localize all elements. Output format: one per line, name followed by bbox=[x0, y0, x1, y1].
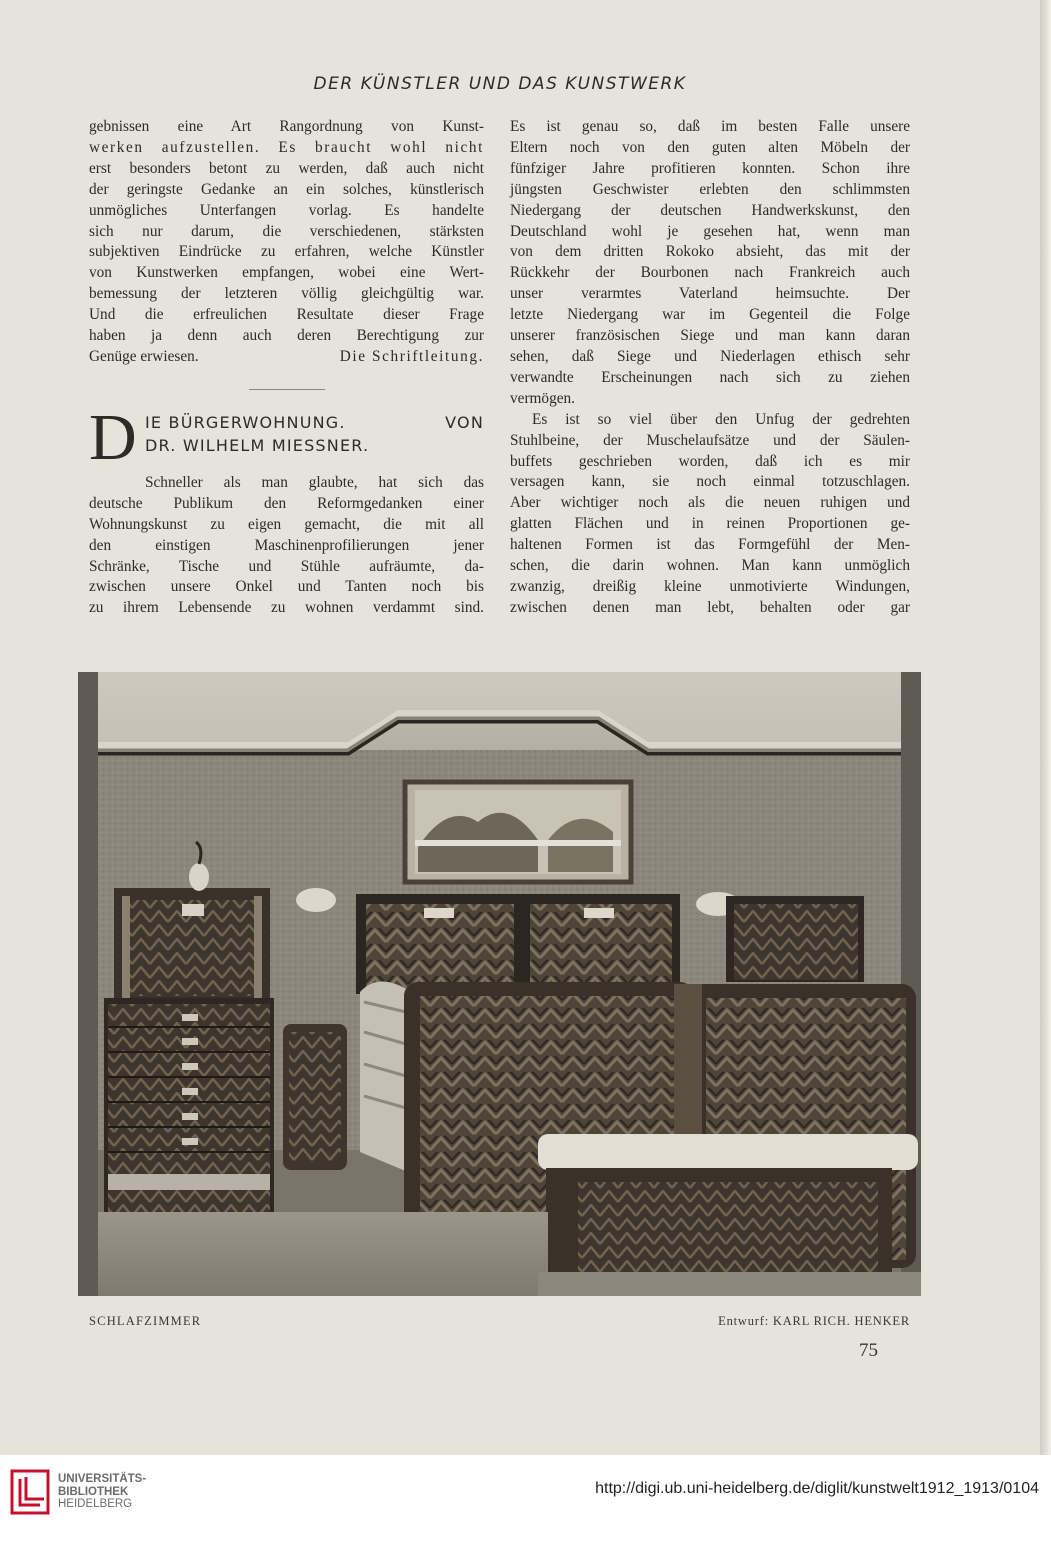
text-line: Deutschland wohl je gesehen hat, wenn man bbox=[510, 222, 910, 240]
library-name bbox=[58, 1473, 146, 1511]
text-line: sich nur darum, die verschiedenen, stärksten bbox=[89, 222, 484, 240]
closing-text: Genüge erwiesen. bbox=[89, 347, 199, 365]
intro-paragraph bbox=[89, 117, 484, 368]
text-line: letzte Niedergang war im Gegenteil die Folge bbox=[510, 306, 910, 324]
article-heading bbox=[89, 400, 484, 474]
text-line: unmögliches Unterfangen vorlag. Es handelte bbox=[89, 201, 484, 219]
text-line: Rückkehr der Bourbonen nach Frankreich auch bbox=[510, 264, 910, 282]
text-line: der geringste Gedanke an ein solches, künstlerisch bbox=[89, 180, 484, 198]
text-line: haben ja denn auch deren Berechtigung zur bbox=[89, 327, 484, 345]
text-line: bemessung der letzteren völlig gleichgültig war. bbox=[89, 285, 484, 303]
text-line: Eltern noch von den guten alten Möbeln der bbox=[510, 138, 910, 156]
text-line: unserer französischen Siege und man kann daran bbox=[510, 327, 910, 345]
text-line: glatten Flächen und in reinen Proportionen ge- bbox=[510, 515, 910, 533]
text-line: unser verarmtes Vaterland heimsuchte. Der bbox=[510, 285, 910, 303]
figure-credit: Entwurf: KARL RICH. HENKER bbox=[718, 1314, 910, 1328]
article-paragraph bbox=[89, 473, 484, 619]
text-line: Wohnungskunst zu eigen gemacht, die mit all bbox=[89, 515, 484, 533]
text-line: deutsche Publikum den Reformgedanken einer bbox=[89, 494, 484, 512]
library-logo-icon bbox=[10, 1469, 50, 1515]
text-line: Niedergang der deutschen Handwerkskunst, den bbox=[510, 201, 910, 219]
text-line: zwischen unsere Onkel und Tanten noch bis bbox=[89, 578, 484, 596]
text-line: schen, die darin wohnen. Man kann unmöglich bbox=[510, 557, 910, 575]
text-line: von dem dritten Rokoko absieht, das mit der bbox=[510, 243, 910, 261]
right-column bbox=[510, 117, 910, 619]
text-line: verwandte Erscheinungen nach sich zu ziehen bbox=[510, 368, 910, 386]
signature: Die Schriftleitung. bbox=[339, 347, 484, 365]
text-line: haltenen Formen ist das Formgefühl der Men- bbox=[510, 536, 910, 554]
article-title-by: VON bbox=[445, 412, 484, 432]
text-line: fünfziger Jahre profitieren konnten. Schon ihre bbox=[510, 159, 910, 177]
page-number: 75 bbox=[859, 1340, 878, 1361]
text-line: Es ist so viel über den Unfug der gedrehten bbox=[532, 410, 910, 428]
text-line: zu ihrem Lebensende zu wohnen verdammt sind. bbox=[89, 599, 484, 617]
library-line-2: BIBLIOTHEK bbox=[58, 1485, 129, 1498]
article-author: DR. WILHELM MIESSNER. bbox=[145, 435, 370, 455]
text-line: Es ist genau so, daß im besten Falle unsere bbox=[510, 118, 910, 135]
text-line: zwischen denen man lebt, behalten oder gar bbox=[510, 598, 910, 616]
text-line: subjektiven Eindrücke zu erfahren, welche Künstler bbox=[89, 243, 484, 261]
footer-bar bbox=[0, 1455, 1051, 1544]
text-line: sehen, daß Siege und Niederlagen ethisch sehr bbox=[510, 347, 910, 365]
text-line: zwanzig, dreißig kleine unmotivierte Windungen, bbox=[510, 577, 910, 595]
text-line: von Kunstwerken empfangen, wobei eine Wert- bbox=[89, 264, 484, 282]
text-line: gebnissen eine Art Rangordnung von Kunst- bbox=[89, 118, 484, 135]
text-line: Und die erfreulichen Resultate dieser Frage bbox=[89, 306, 484, 324]
text-line: Aber wichtiger noch als die neuen ruhigen und bbox=[510, 494, 910, 512]
article-title-text: IE BÜRGERWOHNUNG. bbox=[145, 412, 346, 432]
text-line: Schneller als man glaubte, hat sich das bbox=[145, 473, 484, 491]
text-line: buffets geschrieben worden, daß ich es mir bbox=[510, 452, 910, 470]
text-line: versagen kann, sie noch einmal totzuschlagen. bbox=[510, 473, 910, 491]
drop-cap: D bbox=[89, 400, 137, 474]
source-url-link[interactable]: http://digi.ub.uni-heidelberg.de/diglit/kunstwelt1912_1913/0104 bbox=[595, 1480, 1039, 1497]
text-line: erst besonders betont zu werden, daß auch nicht bbox=[89, 159, 484, 177]
signature-line bbox=[89, 347, 484, 368]
text-line: Stuhlbeine, der Muschelaufsätze und der Säulen- bbox=[510, 431, 910, 449]
left-column bbox=[89, 117, 484, 619]
bedroom-photograph bbox=[78, 672, 921, 1296]
paragraph-1 bbox=[510, 117, 910, 410]
running-head: DER KÜNSTLER UND DAS KUNSTWERK bbox=[313, 74, 687, 94]
text-line: werken aufzustellen. Es braucht wohl nicht bbox=[89, 138, 484, 156]
text-line: Schränke, Tische und Stühle aufräumte, da- bbox=[89, 557, 484, 575]
library-line-1: UNIVERSITÄTS- bbox=[58, 1473, 147, 1485]
article-title bbox=[145, 413, 484, 434]
figure-caption: SCHLAFZIMMER bbox=[89, 1314, 202, 1328]
library-line-3: HEIDELBERG bbox=[58, 1498, 133, 1510]
separator-rule bbox=[249, 389, 325, 390]
text-line: vermögen. bbox=[510, 389, 575, 407]
text-line: jüngsten Geschwister erlebten den schlimmsten bbox=[510, 180, 910, 198]
page-edge bbox=[1040, 0, 1051, 1455]
paragraph-2 bbox=[510, 410, 910, 619]
text-line: den einstigen Maschinenprofilierungen jener bbox=[89, 536, 484, 554]
